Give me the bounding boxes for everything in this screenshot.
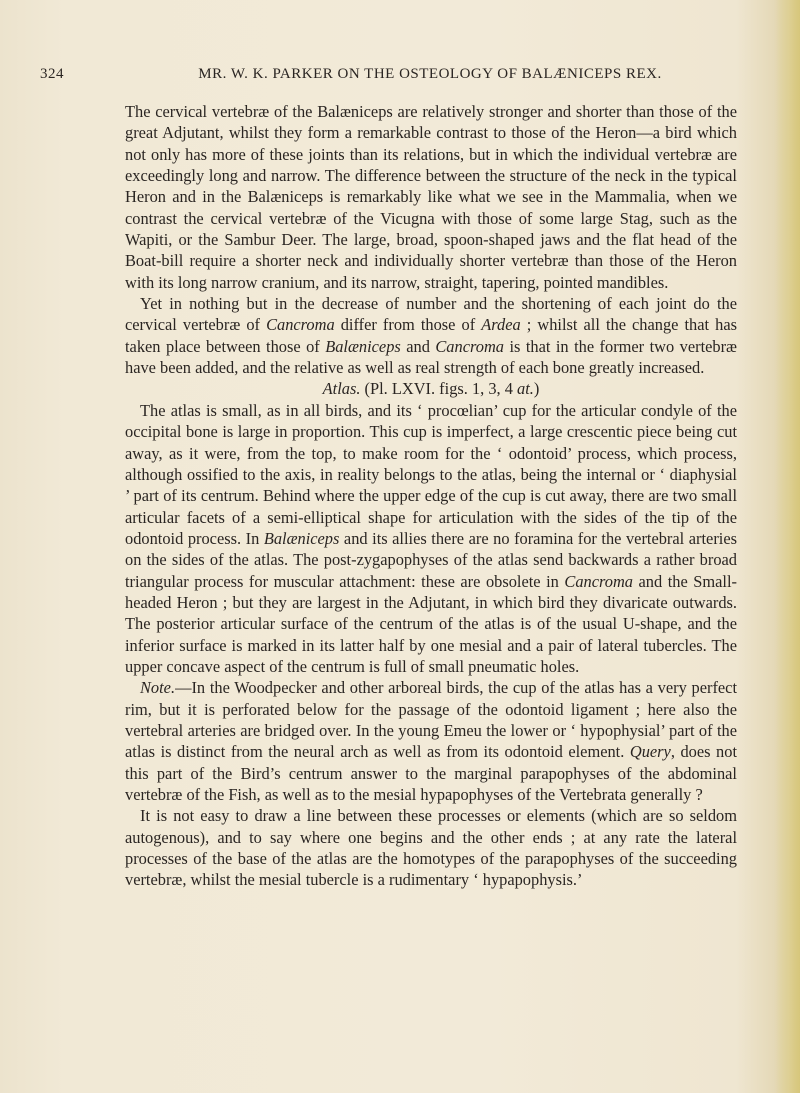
page-number: 324 [40, 66, 64, 82]
paragraph-atlas-description: The atlas is small, as in all birds, and its ‘ procœlian’ cup for the articular condyle of the occipital bone is large in proportion. This cup is imperfect, a large crescentic piece being cut away, as it were, from the top, to make room for the ‘ odontoid’ process, which process, although ossified to the axis, in reality belongs to the atlas, being the internal or ‘ diaphysial ’ part of its centrum. Behind where the upper edge of the cup is cut away, there are two small articular facets of a semi-elliptical shape for articulation with the sides of the tip of the odontoid process. In Balæniceps and its allies there are no foramina for the vertebral arteries on the sides of the atlas. The post-zygapophyses of the atlas send backwards a rather broad triangular process for muscular attachment: these are obsolete in Cancroma and the Small-headed Heron ; but they are largest in the Adjutant, in which bird they divaricate outwards. The posterior articular surface of the centrum of the atlas is of the usual U-shape, and the inferior surface is marked in its latter half by one mesial and a pair of lateral tubercles. The upper concave aspect of the centrum is full of small pneumatic holes. [125, 400, 737, 676]
paragraph-cervical-vertebrae: The cervical vertebræ of the Balæniceps are relatively stronger and shorter than those of the great Adjutant, whilst they form a remarkable contrast to those of the Heron—a bird which not only has more of these joints than its relations, but in which the individual vertebræ are exceedingly long and narrow. The difference between the structure of the neck in the typical Heron and in the Balæniceps is remarkably like what we see in the Mammalia, when we contrast the cervical vertebræ of the Vicugna with those of some large Stag, such as the Wapiti, or the Sambur Deer. The large, broad, spoon-shaped jaws and the flat head of the Boat-bill require a shorter neck and individually shorter vertebræ than those of the Heron with its long narrow cranium, and its narrow, straight, tapering, pointed mandibles. [125, 102, 737, 292]
paragraph-note: Note.—In the Woodpecker and other arboreal birds, the cup of the atlas has a very perfect rim, but it is perforated below for the passage of the odontoid ligament ; here also the vertebral arteries are bridged over. In the young Emeu the lower or ‘ hypophysial’ part of the atlas is distinct from the neural arch as well as from its odontoid element. Query, does not this part of the Bird’s centrum answer to the marginal parapophyses of the abdominal vertebræ of the Fish, as well as to the mesial hypapophyses of the Vertebrata generally ? [125, 678, 737, 804]
paragraph-homotypes: It is not easy to draw a line between these processes or elements (which are so seldom autogenous), and to say where one begins and the other ends ; at any rate the lateral processes of the base of the atlas are the homotypes of the parapophyses of the succeeding vertebræ, whilst the mesial tubercle is a rudimentary ‘ hypapophysis.’ [125, 806, 737, 890]
body-text [125, 101, 737, 891]
running-head: MR. W. K. PARKER ON THE OSTEOLOGY OF BALÆNICEPS REX. [198, 66, 662, 82]
section-heading-atlas: Atlas. (Pl. LXVI. figs. 1, 3, 4 at.) [322, 379, 540, 399]
page-header [40, 64, 760, 88]
page-edge-discoloration [774, 0, 800, 1093]
paragraph-cancroma-comparison: Yet in nothing but in the decrease of number and the shortening of each joint do the cervical vertebræ of Cancroma differ from those of Ardea ; whilst all the change that has taken place between those of Balæniceps and Cancroma is that in the former two vertebræ have been added, and the relative as well as real strength of each bone greatly increased. [125, 294, 737, 378]
